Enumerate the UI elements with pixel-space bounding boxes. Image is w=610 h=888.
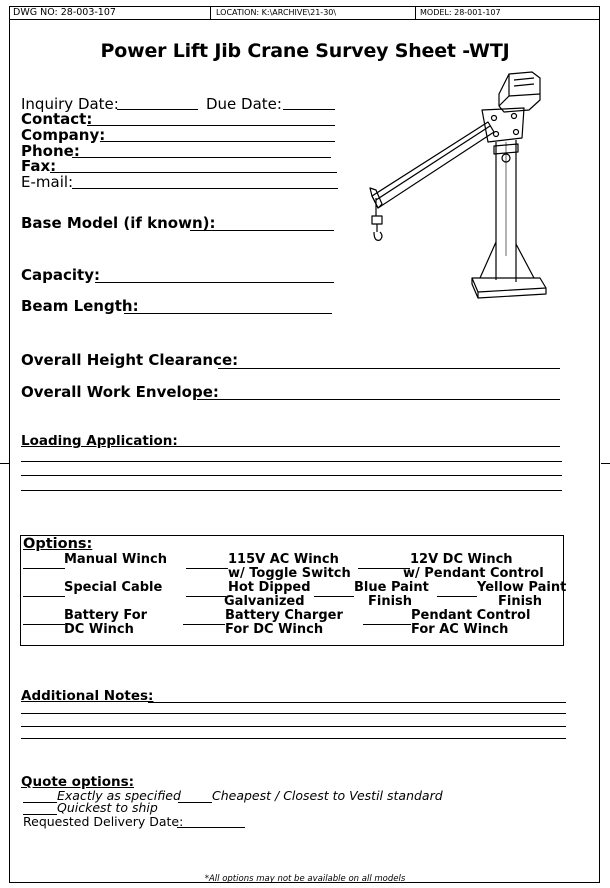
trolley-icon [372, 216, 382, 224]
yellow-paint-option: Yellow Paint [477, 580, 567, 595]
drawing-number: DWG NO: 28-003-107 [9, 6, 211, 20]
overall-height-field[interactable] [218, 368, 560, 369]
contact-label: Contact: [21, 110, 93, 128]
due-date-field[interactable] [283, 109, 335, 110]
battery-charger-option-2: For DC Winch [225, 622, 324, 637]
yellow-paint-blank[interactable] [437, 596, 477, 597]
overall-height-label: Overall Height Clearance: [21, 351, 239, 369]
dc-winch-option-2: w/ Pendant Control [403, 566, 544, 581]
fold-mark-left [0, 463, 9, 464]
quickest-option: Quickest to ship [57, 800, 158, 815]
quote-options-heading: Quote options: [21, 774, 135, 790]
fax-field[interactable] [50, 172, 337, 173]
options-heading: Options: [23, 536, 93, 552]
capacity-label: Capacity: [21, 266, 100, 284]
email-field[interactable] [72, 188, 338, 189]
hot-dipped-blank[interactable] [186, 596, 226, 597]
fax-label: Fax: [21, 157, 57, 175]
contact-field[interactable] [87, 125, 335, 126]
special-cable-option: Special Cable [64, 580, 163, 595]
ac-winch-blank[interactable] [186, 568, 228, 569]
beam-length-label: Beam Length: [21, 297, 139, 315]
mount-plate-icon [482, 108, 524, 142]
phone-label: Phone: [21, 142, 80, 160]
base-plate-icon [472, 278, 546, 292]
delivery-date-label: Requested Delivery Date: [23, 814, 184, 829]
file-location: LOCATION: K:\ARCHIVE\21-30\ [211, 6, 416, 20]
page-title: Power Lift Jib Crane Survey Sheet -WTJ [100, 40, 510, 62]
loading-application-field[interactable] [163, 446, 560, 447]
loading-application-label: Loading Application: [21, 433, 178, 449]
loading-line-4[interactable] [21, 490, 562, 491]
notes-line-2[interactable] [21, 713, 566, 714]
delivery-date-field[interactable] [177, 827, 245, 828]
exactly-option: Exactly as specified [57, 788, 181, 803]
pendant-control-option-2: For AC Winch [411, 622, 509, 637]
notes-line-4[interactable] [21, 738, 566, 739]
beam-length-field[interactable] [124, 313, 332, 314]
model-number: MODEL: 28-001-107 [416, 6, 600, 20]
loading-line-3[interactable] [21, 475, 562, 476]
email-label: E-mail: [21, 173, 74, 191]
base-model-label: Base Model (if known): [21, 214, 216, 232]
yellow-paint-option-2: Finish [498, 594, 543, 609]
notes-line-3[interactable] [21, 726, 566, 727]
ac-winch-option: 115V AC Winch [228, 552, 339, 567]
inquiry-date-field[interactable] [117, 109, 198, 110]
exactly-blank[interactable] [23, 802, 57, 803]
additional-notes-label: Additional Notes: [21, 688, 154, 704]
battery-charger-blank[interactable] [183, 624, 225, 625]
jib-crane-illustration [364, 66, 554, 316]
loading-line-2[interactable] [21, 461, 562, 462]
phone-field[interactable] [72, 157, 331, 158]
company-field[interactable] [100, 141, 335, 142]
pendant-control-blank[interactable] [363, 624, 411, 625]
blue-paint-option: Blue Paint [354, 580, 429, 595]
blue-paint-blank[interactable] [314, 596, 354, 597]
battery-charger-option: Battery Charger [225, 608, 343, 623]
ac-winch-option-2: w/ Toggle Switch [228, 566, 351, 581]
options-box [20, 535, 567, 646]
battery-for-option-2: DC Winch [64, 622, 134, 637]
pendant-control-option: Pendant Control [411, 608, 531, 623]
additional-notes-field[interactable] [148, 702, 566, 703]
capacity-field[interactable] [95, 282, 334, 283]
inquiry-date-label: Inquiry Date: [21, 95, 119, 113]
battery-for-option: Battery For [64, 608, 148, 623]
hot-dipped-option-2: Galvanized [224, 594, 305, 609]
special-cable-blank[interactable] [23, 596, 65, 597]
blue-paint-option-2: Finish [368, 594, 413, 609]
battery-for-blank[interactable] [23, 624, 65, 625]
cheapest-option: Cheapest / Closest to Vestil standard [212, 788, 443, 803]
hot-dipped-option: Hot Dipped [228, 580, 311, 595]
hook-icon [374, 224, 382, 240]
company-label: Company: [21, 126, 106, 144]
fold-mark-right [601, 463, 610, 464]
dc-winch-option: 12V DC Winch [410, 552, 513, 567]
overall-envelope-field[interactable] [197, 399, 560, 400]
manual-winch-blank[interactable] [23, 568, 65, 569]
overall-envelope-label: Overall Work Envelope: [21, 383, 219, 401]
manual-winch-option: Manual Winch [64, 552, 167, 567]
base-model-field[interactable] [190, 230, 334, 231]
due-date-label: Due Date: [206, 95, 282, 113]
cheapest-blank[interactable] [178, 802, 212, 803]
footer-note: *All options may not be available on all models [204, 874, 406, 884]
